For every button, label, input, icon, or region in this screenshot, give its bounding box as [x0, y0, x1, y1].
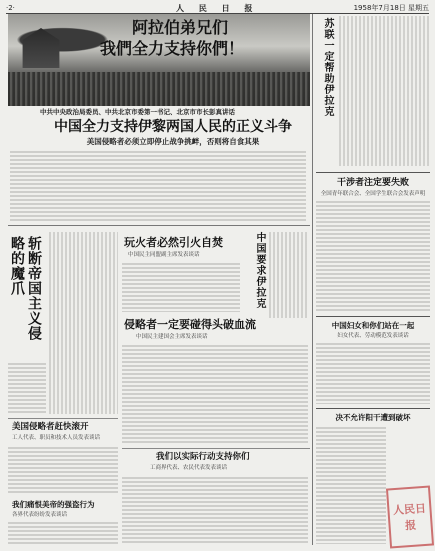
right-box-2-title: 中国妇女和你们站在一起	[331, 321, 415, 330]
right-box-3-text	[316, 426, 386, 544]
middle-article-1-text	[122, 262, 240, 312]
lead-article-text	[10, 150, 306, 222]
middle-article-3-text	[122, 476, 308, 544]
main-headline: 中国全力支持伊黎两国人民的正义斗争	[54, 119, 292, 135]
middle-right-text	[268, 232, 308, 318]
left-bottom-1-text	[8, 446, 118, 494]
right-top-text	[338, 16, 430, 166]
right-box-1-text	[316, 200, 430, 312]
library-stamp	[386, 486, 434, 549]
left-lower-text	[8, 362, 46, 414]
left-bottom-2-title: 我们痛恨美帝的强盗行为	[12, 500, 95, 509]
left-bottom-1-title: 美国侵略者赶快滚开	[12, 422, 89, 432]
left-bottom-2-text	[8, 521, 118, 545]
middle-article-3-sub: 工商界代表、农民代表发表谈话	[150, 465, 228, 471]
right-box-1-sub: 全国青年联合会、全国学生联合会发表声明	[320, 191, 426, 197]
right-rule-2	[316, 316, 430, 317]
right-vertical-headline: 苏联一定帮助伊拉克	[322, 18, 333, 117]
middle-rule	[122, 448, 310, 449]
middle-vertical-headline: 中国要求伊拉克	[254, 232, 265, 309]
photo-caption: 中共中央政治局委员、中共北京市委第一书记、北京市市长彭真讲话	[40, 108, 235, 116]
right-rule-1	[316, 172, 430, 173]
banner-line-2: 我們全力支持你們！	[100, 39, 245, 58]
right-rule-3	[316, 408, 430, 409]
crowd-shape	[8, 72, 310, 106]
rally-photo	[8, 14, 310, 106]
page-number: ·2·	[6, 4, 15, 12]
stamp-label: 人民日报	[392, 501, 427, 533]
right-box-2-sub: 妇女代表、劳动模范发表谈话	[337, 333, 409, 339]
section-rule	[8, 225, 310, 226]
middle-article-2-title: 侵略者一定要碰得头破血流	[124, 318, 256, 331]
right-box-1-title: 干涉者注定要失败	[336, 178, 409, 188]
middle-article-2-sub: 中国民主建国会主席发表谈话	[136, 334, 208, 340]
left-bottom-2-sub: 各界代表纷纷发表谈话	[12, 512, 68, 518]
banner-line-1: 阿拉伯弟兄们	[132, 18, 229, 37]
gate-tower-shape	[18, 28, 64, 68]
left-bottom-1-sub: 工人代表、职员和技术人员发表谈话	[12, 435, 101, 441]
paper-name: 人 民 日 报	[176, 3, 259, 13]
right-column-divider	[312, 14, 313, 545]
left-column-text	[48, 232, 118, 414]
right-box-2-text	[316, 342, 430, 404]
left-bottom-rule	[8, 418, 118, 419]
issue-date: 1958年7月18日 星期五	[353, 4, 429, 12]
main-subhead: 美国侵略者必须立即停止战争挑衅，否则将自食其果	[86, 137, 260, 146]
middle-article-3-title: 我们以实际行动支持你们	[156, 452, 250, 462]
middle-article-1-sub: 中国民主同盟副主席发表谈话	[128, 252, 200, 258]
rally-banner	[100, 18, 306, 60]
middle-article-2-text	[122, 344, 308, 444]
middle-article-1-title: 玩火者必然引火自焚	[124, 236, 223, 249]
right-box-3-title: 决不允许阳干遭到破坏	[335, 413, 411, 422]
left-vertical-headline: 斩断帝国主义侵略的魔爪	[9, 236, 42, 341]
